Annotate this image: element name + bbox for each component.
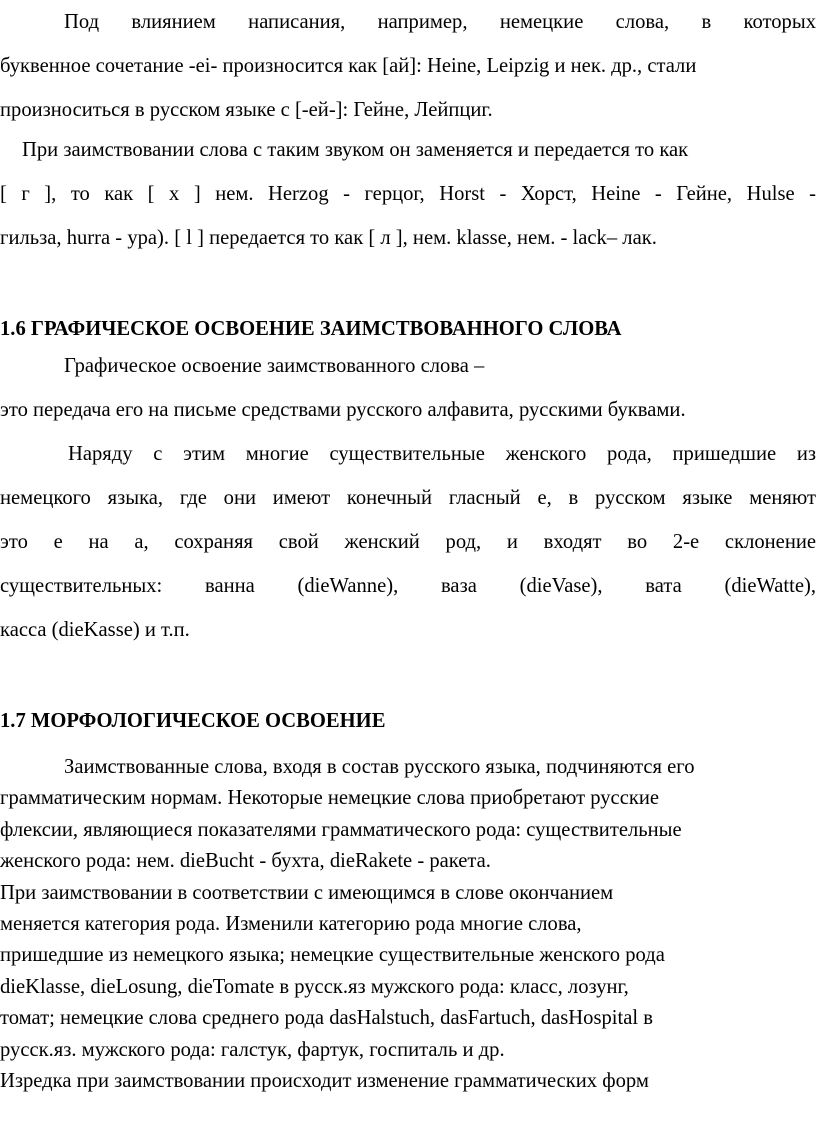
text-line: Под влиянием написания, например, немецкие слова, в которых xyxy=(64,11,816,33)
text-line: Заимствованные слова, входя в состав русского языка, подчиняются его xyxy=(64,756,695,778)
text-line: При заимствовании слова с таким звуком он заменяется и передается то как xyxy=(22,139,689,161)
text-line: женского рода: нем. dieBucht - бухта, dieRakete - ракета. xyxy=(0,850,491,873)
text-line: буквенное сочетание -ei- произносится как [ай]: Heine, Leipzig и нек. др., стали xyxy=(0,55,697,77)
text-line: пришедшие из немецкого языка; немецкие существительные женского рода xyxy=(0,944,665,967)
text-line: существительных: ванна (dieWanne), ваза (dieVase), вата (dieWatte), xyxy=(0,575,816,597)
text-line: томат; немецкие слова среднего рода dasHalstuch, dasFartuch, dasHospital в xyxy=(0,1007,653,1030)
paragraph-feminine-nouns xyxy=(0,432,816,652)
paragraph-sound-substitution xyxy=(0,128,816,260)
text-line: Изредка при заимствовании происходит изменение грамматических форм xyxy=(0,1070,649,1092)
text-line: это передача его на письме средствами русского алфавита, русскими буквами. xyxy=(0,399,686,421)
section-heading-1-6: 1.6 ГРАФИЧЕСКОЕ ОСВОЕНИЕ ЗАИМСТВОВАННОГО СЛОВА xyxy=(0,318,622,340)
paragraph-graphic-definition xyxy=(0,344,816,432)
paragraph-gender-change xyxy=(0,878,816,1066)
text-line: Наряду с этим многие существительные женского рода, пришедшие из xyxy=(68,443,816,465)
text-line: произноситься в русском языке с [-ей-]: Гейне, Лейпциг. xyxy=(0,99,493,121)
text-line: грамматическим нормам. Некоторые немецкие слова приобретают русские xyxy=(0,787,659,810)
text-line: гильза, hurra - ура). [ l ] передается то как [ л ], нем. klasse, нем. - lack– лак. xyxy=(0,227,657,249)
paragraph-morphological xyxy=(0,752,816,878)
text-line: касса (dieKasse) и т.п. xyxy=(0,619,190,641)
section-heading-1-7: 1.7 МОРФОЛОГИЧЕСКОЕ ОСВОЕНИЕ xyxy=(0,710,386,732)
text-line: немецкого языка, где они имеют конечный гласный е, в русском языке меняют xyxy=(0,487,816,509)
text-line: флексии, являющиеся показателями грамматического рода: существительные xyxy=(0,818,682,841)
text-line: При заимствовании в соответствии с имеющимся в слове окончанием xyxy=(0,881,614,904)
text-line: [ г ], то как [ х ] нем. Herzog - герцог, Horst - Хорст, Heine - Гейне, Hulse - xyxy=(0,183,816,205)
text-line: dieKlasse, dieLosung, dieTomate в русск.яз мужского рода: класс, лозунг, xyxy=(0,975,629,998)
paragraph-spelling-influence xyxy=(0,0,816,132)
text-line: русск.яз. мужского рода: галстук, фартук, госпиталь и др. xyxy=(0,1038,505,1061)
text-line: Графическое освоение заимствованного слова – xyxy=(64,355,485,377)
text-line: это е на а, сохраняя свой женский род, и входят во 2-е склонение xyxy=(0,531,816,553)
paragraph-grammatical-forms xyxy=(0,1066,816,1097)
text-line: меняется категория рода. Изменили категорию рода многие слова, xyxy=(0,913,582,935)
